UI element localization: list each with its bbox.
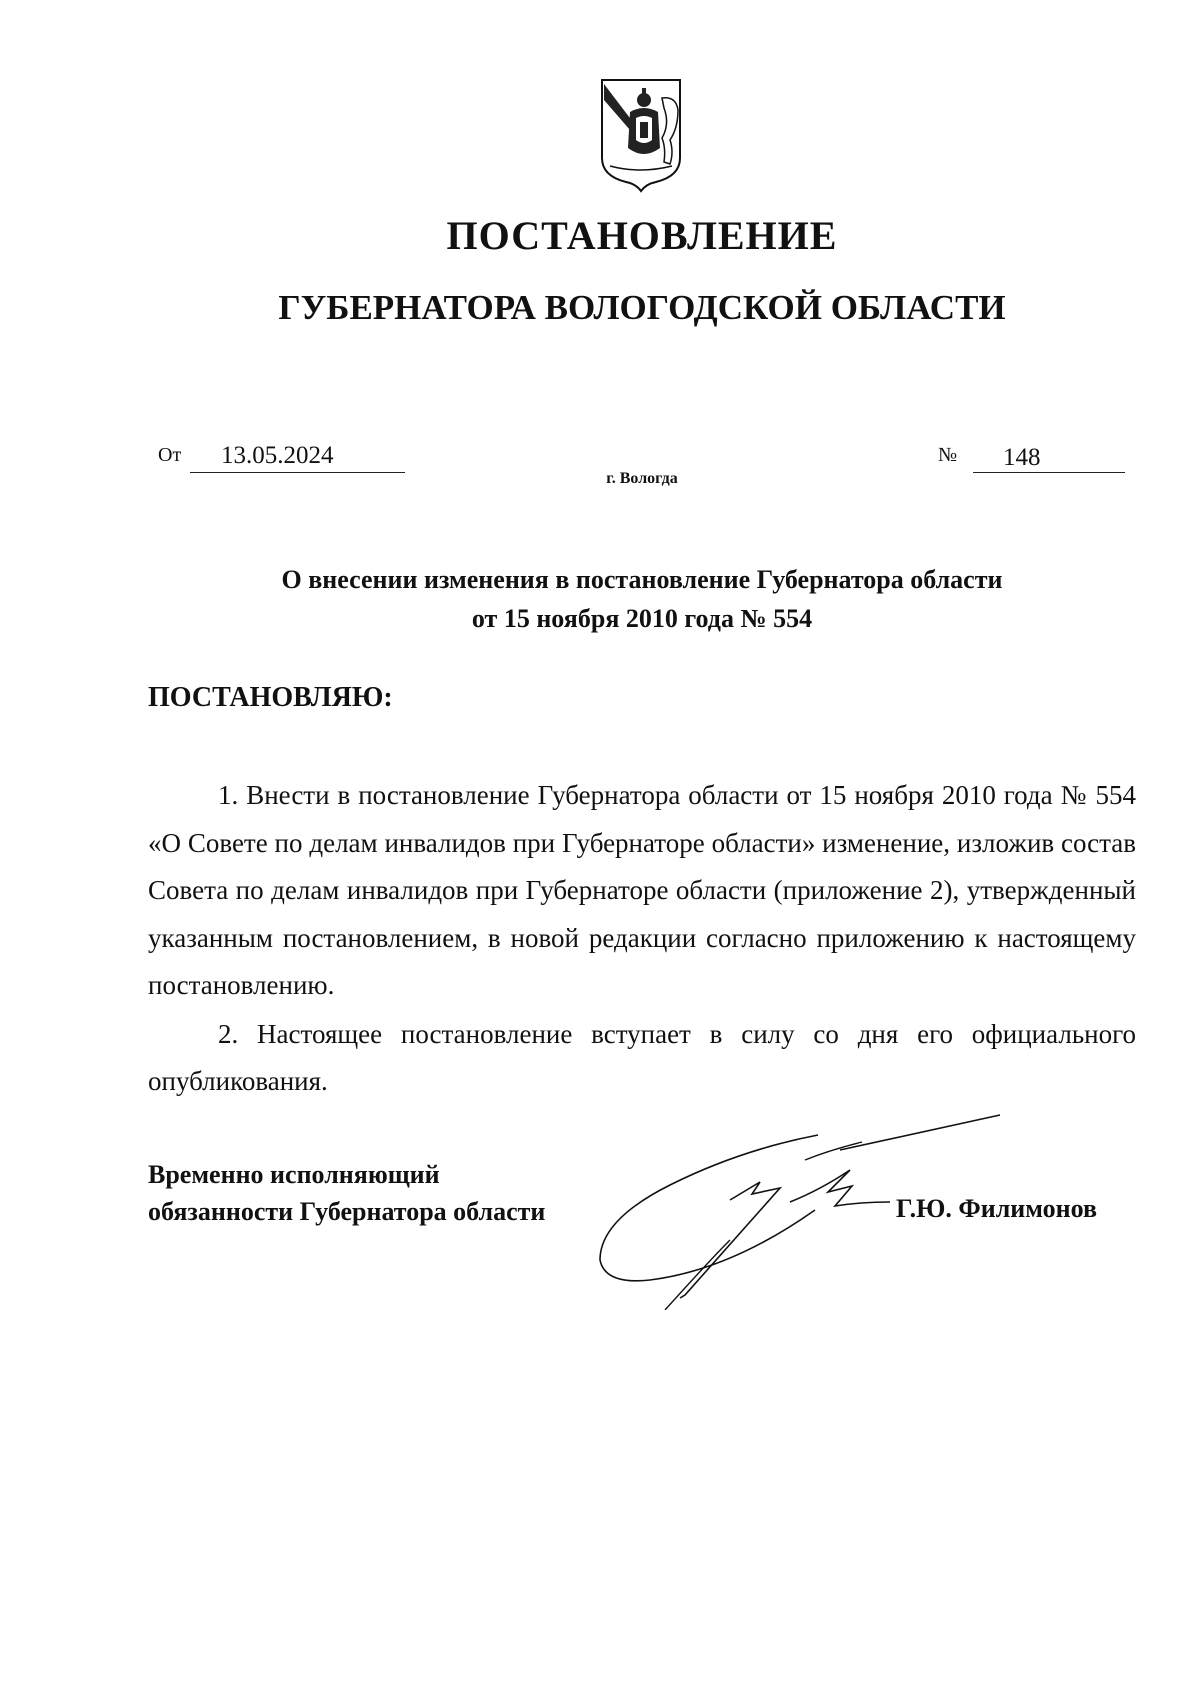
issuer-title: ГУБЕРНАТОРА ВОЛОГОДСКОЙ ОБЛАСТИ — [278, 288, 1006, 327]
number-underline — [973, 448, 1125, 473]
document-number: 148 — [1003, 444, 1041, 471]
signatory-position-line-2: обязанности Губернатора области — [148, 1197, 546, 1226]
signatory-position — [148, 1156, 545, 1230]
document-subject — [0, 560, 1200, 638]
document-date: 13.05.2024 — [221, 442, 334, 469]
subject-line-1: О внесении изменения в постановление Губернатора области — [281, 565, 1003, 594]
date-prefix: От — [158, 444, 182, 466]
document-body — [148, 772, 1136, 1106]
signatory-name: Г.Ю. Филимонов — [896, 1194, 1098, 1223]
document-city: г. Вологда — [606, 470, 678, 487]
decree-heading: ПОСТАНОВЛЯЮ: — [148, 682, 393, 713]
coat-of-arms-icon — [600, 78, 682, 193]
number-prefix: № — [938, 444, 958, 466]
subject-line-2: от 15 ноября 2010 года № 554 — [471, 604, 813, 633]
paragraph-1: 1. Внести в постановление Губернатора области от 15 ноября 2010 года № 554 «О Совете по делам инвалидов при Губернаторе области» изменение, изложив состав Совета по делам инвалидов при Губернаторе области (приложение 2), утвержденный указанным постановлением, в новой редакции согласно приложению к настоящему постановлению. — [148, 780, 1136, 1000]
signatory-position-line-1: Временно исполняющий — [148, 1160, 440, 1189]
document-type-title: ПОСТАНОВЛЕНИЕ — [446, 213, 838, 258]
paragraph-2: 2. Настоящее постановление вступает в силу со дня его официального опубликования. — [148, 1018, 1136, 1096]
